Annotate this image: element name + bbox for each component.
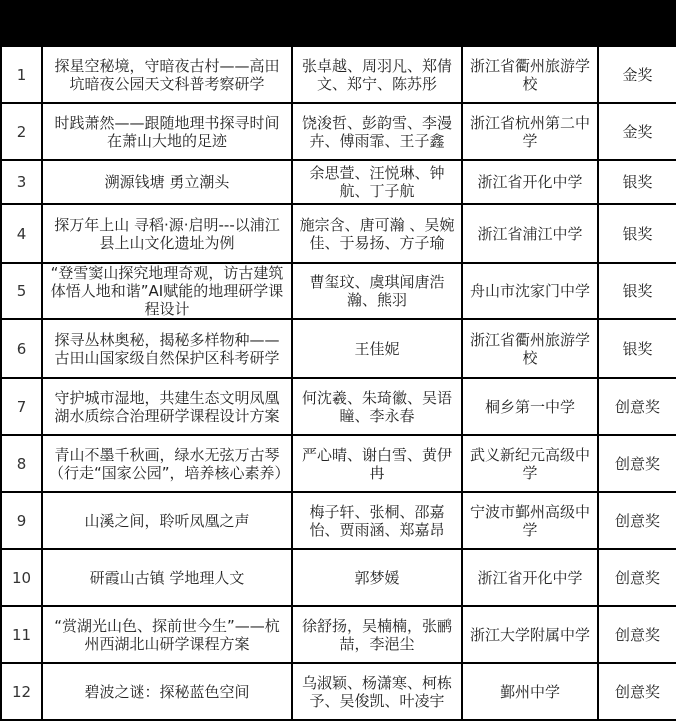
table-row [1,378,676,435]
school-name: 浙江大学附属中学 [462,606,598,663]
team-members: 张卓越、周羽凡、郑倩文、郑宁、陈苏彤 [292,46,462,103]
table-row [1,606,676,663]
school-name: 桐乡第一中学 [462,378,598,435]
row-index: 10 [1,549,42,606]
project-title: 时践萧然——跟随地理书探寻时间在萧山大地的足迹 [42,103,292,160]
header-index [1,1,42,46]
project-title: 青山不墨千秋画，绿水无弦万古琴（行走“国家公园”，培养核心素养） [42,435,292,492]
team-members: 郭梦媛 [292,549,462,606]
team-members: 施宗含、唐可瀚 、吴婉佳、于易扬、方子瑜 [292,204,462,263]
project-title: “登雪窦山探究地理奇观，访古建筑体悟人地和谐”AI赋能的地理研学课程设计 [42,263,292,319]
header-row [1,1,676,46]
project-title: 山溪之间，聆听凤凰之声 [42,492,292,549]
team-members: 余思萱、汪悦琳、钟航、丁子航 [292,160,462,204]
award-level: 银奖 [598,204,676,263]
project-title: 探万年上山 寻稻·源·启明---以浦江县上山文化遗址为例 [42,204,292,263]
row-index: 1 [1,46,42,103]
table-row [1,663,676,720]
school-name: 浙江省衢州旅游学校 [462,46,598,103]
project-title: 探寻丛林奥秘，揭秘多样物种——古田山国家级自然保护区科考研学 [42,319,292,378]
table-row [1,492,676,549]
table-row [1,204,676,263]
table-row [1,160,676,204]
school-name: 宁波市鄞州高级中学 [462,492,598,549]
table-row [1,435,676,492]
project-title: 碧波之谜：探秘蓝色空间 [42,663,292,720]
header-school [462,1,598,46]
award-level: 创意奖 [598,549,676,606]
table-header [1,1,676,46]
award-level: 银奖 [598,263,676,319]
award-level: 金奖 [598,46,676,103]
row-index: 8 [1,435,42,492]
school-name: 浙江省开化中学 [462,160,598,204]
header-award [598,1,676,46]
team-members: 饶浚哲、彭韵雪、李漫卉、傅雨霏、王子鑫 [292,103,462,160]
table-row [1,549,676,606]
school-name: 浙江省杭州第二中学 [462,103,598,160]
table-row [1,319,676,378]
row-index: 3 [1,160,42,204]
row-index: 2 [1,103,42,160]
award-level: 创意奖 [598,435,676,492]
team-members: 曹玺玟、虞琪闻唐浩瀚、熊羽 [292,263,462,319]
award-level: 银奖 [598,319,676,378]
row-index: 11 [1,606,42,663]
project-title: 守护城市湿地，共建生态文明凤凰湖水质综合治理研学课程设计方案 [42,378,292,435]
school-name: 浙江省衢州旅游学校 [462,319,598,378]
school-name: 鄞州中学 [462,663,598,720]
school-name: 浙江省浦江中学 [462,204,598,263]
award-level: 创意奖 [598,606,676,663]
row-index: 12 [1,663,42,720]
school-name: 舟山市沈家门中学 [462,263,598,319]
award-level: 创意奖 [598,663,676,720]
header-members [292,1,462,46]
team-members: 梅子轩、张桐、邵嘉怡、贾雨涵、郑嘉昂 [292,492,462,549]
table-row [1,103,676,160]
project-title: 探星空秘境，守暗夜古村——高田坑暗夜公园天文科普考察研学 [42,46,292,103]
row-index: 4 [1,204,42,263]
project-title: 研霞山古镇 学地理人文 [42,549,292,606]
table-row [1,46,676,103]
team-members: 徐舒扬，吴楠楠，张鹂喆，李浥尘 [292,606,462,663]
row-index: 9 [1,492,42,549]
project-title: 溯源钱塘 勇立潮头 [42,160,292,204]
row-index: 5 [1,263,42,319]
table-body [1,46,676,720]
team-members: 乌淑颖、杨潇寒、柯栋予、吴俊凯、叶凌宇 [292,663,462,720]
award-level: 金奖 [598,103,676,160]
team-members: 何沈羲、朱琦徽、吴语瞳、李永春 [292,378,462,435]
header-title [42,1,292,46]
project-title: “赏湖光山色、探前世今生”——杭州西湖北山研学课程方案 [42,606,292,663]
award-level: 银奖 [598,160,676,204]
team-members: 王佳妮 [292,319,462,378]
award-level: 创意奖 [598,492,676,549]
row-index: 7 [1,378,42,435]
award-level: 创意奖 [598,378,676,435]
school-name: 浙江省开化中学 [462,549,598,606]
row-index: 6 [1,319,42,378]
table-row [1,263,676,319]
school-name: 武义新纪元高级中学 [462,435,598,492]
team-members: 严心晴、谢白雪、黄伊冉 [292,435,462,492]
